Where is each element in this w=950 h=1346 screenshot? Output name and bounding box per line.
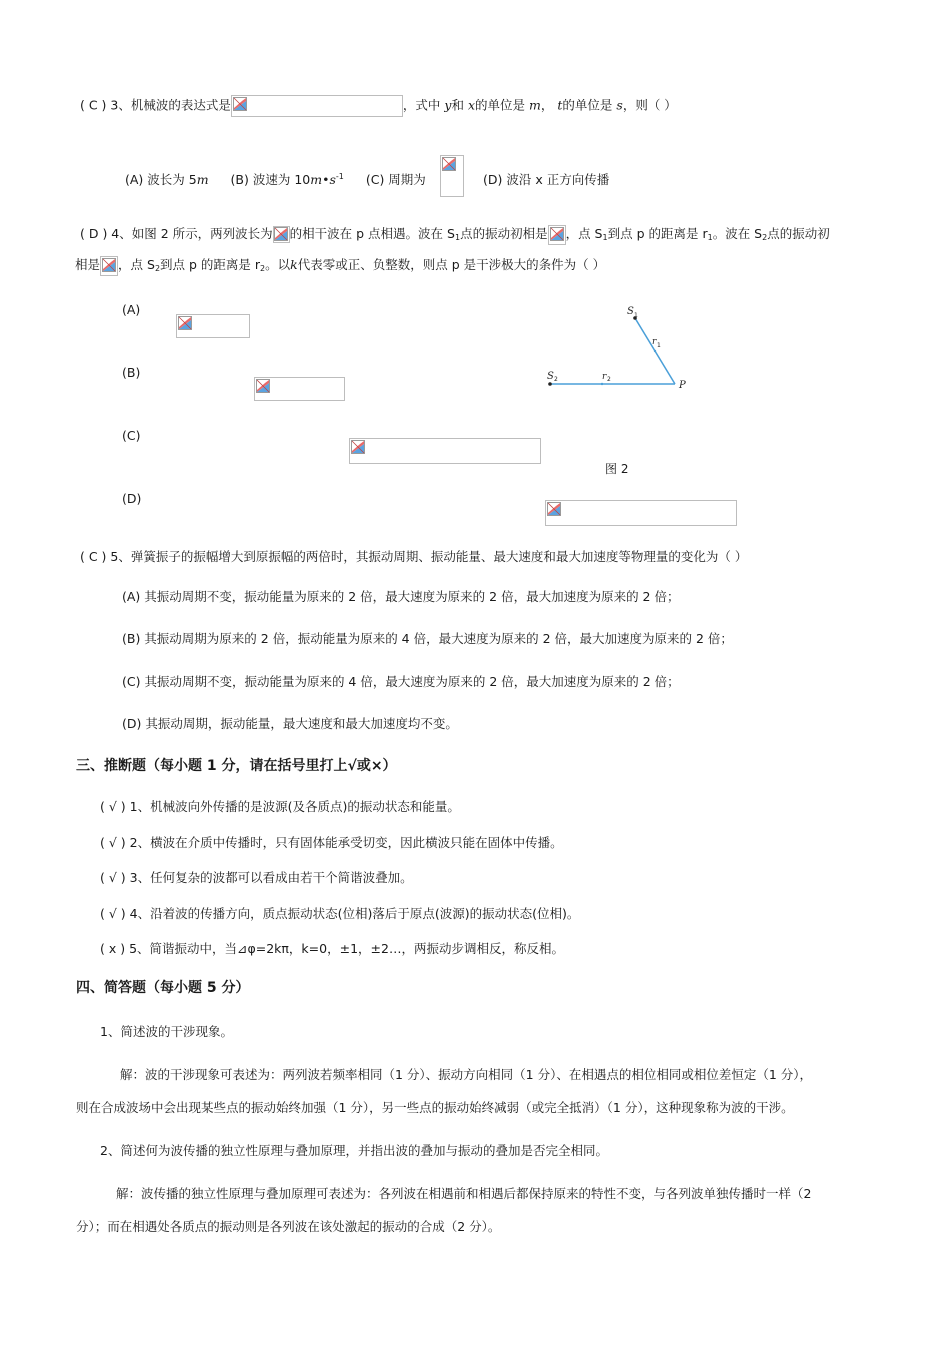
unit-m: m bbox=[529, 97, 541, 113]
option-a-label: (A) bbox=[122, 302, 141, 317]
var-y: y bbox=[444, 97, 452, 113]
option-b-formula-image bbox=[254, 377, 345, 401]
stem-text: 。波在 S bbox=[712, 226, 763, 241]
judgement-item-5: ( x ) 5、简谐振动中，当⊿φ=2kπ，k=0，±1，±2…，两振动步调相反，称反相。 bbox=[100, 941, 564, 956]
question-3-stem bbox=[80, 95, 677, 117]
broken-image-icon bbox=[233, 97, 247, 111]
option-c-formula-image bbox=[440, 155, 464, 197]
stem-text: 的单位是 bbox=[562, 97, 613, 113]
stem-text: 。以 bbox=[265, 257, 291, 272]
stem-text: 到点 p 的距离是 r bbox=[607, 226, 708, 241]
r2-midpoint bbox=[601, 383, 603, 385]
option-b: (B) 其振动周期为原来的 2 倍，振动能量为原来的 4 倍，最大速度为原来的 2 倍，最大加速度为原来的 2 倍； bbox=[122, 631, 733, 646]
subscript: 2 bbox=[154, 264, 161, 273]
figure-caption: 图 2 bbox=[605, 462, 629, 476]
option-d: (D) 波沿 x 正方向传播 bbox=[483, 172, 610, 187]
option-b-unit: m•s bbox=[310, 172, 336, 187]
answer-2-line-2: 分）；而在相遇处各质点的振动则是各列波在该处激起的振动的合成（2 分）。 bbox=[76, 1219, 501, 1234]
stem-text: 和 bbox=[451, 97, 464, 113]
stem-text: ，点 S bbox=[565, 226, 603, 241]
option-c-label: (C) bbox=[122, 428, 141, 443]
s2-point bbox=[548, 382, 552, 386]
option-c: (C) 周期为 bbox=[365, 172, 426, 187]
subscript: 1 bbox=[454, 233, 461, 242]
stem-text: 到点 p 的距离是 r bbox=[160, 257, 261, 272]
judgement-item-1: ( √ ) 1、机械波向外传播的是波源(及各质点)的振动状态和能量。 bbox=[100, 799, 460, 814]
short-question-2: 2、简述何为波传播的独立性原理与叠加原理，并指出波的叠加与振动的叠加是否完全相同。 bbox=[100, 1143, 608, 1158]
option-b: (B) 波速为 10 bbox=[230, 172, 311, 187]
option-a: (A) 波长为 5 bbox=[125, 172, 197, 187]
stem-text: ，点 S bbox=[118, 257, 155, 272]
var-x: x bbox=[467, 97, 475, 113]
section-4-title: 四、简答题（每小题 5 分） bbox=[76, 980, 250, 996]
s1-label: S bbox=[627, 306, 634, 317]
r1-label-sub: 1 bbox=[657, 342, 661, 349]
var-t: t bbox=[557, 97, 563, 113]
stem-text: 机械波的表达式是 bbox=[130, 97, 231, 113]
stem-text: ， bbox=[540, 97, 554, 113]
r2-label-sub: 2 bbox=[607, 376, 611, 383]
stem-text: 点的振动初相是 bbox=[460, 226, 548, 241]
stem-text: 的相干波在 p 点相遇。波在 S bbox=[289, 226, 455, 241]
subscript: 1 bbox=[707, 233, 713, 242]
question-3-options bbox=[125, 170, 426, 188]
p-label: P bbox=[679, 380, 686, 391]
stem-text: 相是 bbox=[75, 257, 101, 272]
broken-image-icon bbox=[550, 227, 564, 241]
s2-label-sub: 2 bbox=[554, 376, 558, 383]
answer-1-line-2: 则在合成波场中会出现某些点的振动始终加强（1 分），另一些点的振动始终减弱（或完全抵消）（1 分），这种现象称为波的干涉。 bbox=[76, 1100, 794, 1115]
lambda-image bbox=[273, 226, 290, 243]
question-number: ( D ) 4、 bbox=[80, 226, 132, 241]
question-4-stem-line1 bbox=[80, 224, 830, 245]
judgement-item-2: ( √ ) 2、横波在介质中传播时，只有固体能承受切变，因此横波只能在固体中传播。 bbox=[100, 835, 563, 850]
s1-label-sub: 1 bbox=[634, 312, 638, 319]
option-a-formula-image bbox=[176, 314, 250, 338]
broken-image-icon bbox=[547, 502, 561, 516]
broken-image-icon bbox=[351, 440, 365, 454]
judgement-item-4: ( √ ) 4、沿着波的传播方向，质点振动状态(位相)落后于原点(波源)的振动状态(位相)。 bbox=[100, 906, 580, 921]
option-a-unit: m bbox=[196, 172, 209, 187]
option-c-formula-image bbox=[349, 438, 541, 464]
stem-text: 的单位是 bbox=[475, 97, 526, 113]
stem-text: 点的振动初 bbox=[767, 226, 830, 241]
answer-1-line-1: 解：波的干涉现象可表述为：两列波若频率相同（1 分）、振动方向相同（1 分）、在相遇点的相位相同或相位差恒定（1 分）， bbox=[120, 1067, 813, 1082]
option-d-formula-image bbox=[545, 500, 737, 526]
question-4-stem-line2 bbox=[75, 255, 605, 276]
s2-label: S bbox=[547, 371, 554, 382]
section-3-title: 三、推断题（每小题 1 分，请在括号里打上√或×） bbox=[76, 758, 397, 774]
unit-s: s bbox=[616, 97, 623, 113]
stem-text: ，则（ ） bbox=[622, 97, 677, 113]
question-5-stem: ( C ) 5、弹簧振子的振幅增大到原振幅的两倍时，其振动周期、振动能量、最大速度和最大加速度等物理量的变化为（ ） bbox=[80, 549, 748, 564]
var-k: k bbox=[290, 257, 298, 272]
figure-2 bbox=[540, 300, 700, 400]
option-b-exponent: -1 bbox=[335, 172, 344, 181]
r2-label: r bbox=[602, 372, 607, 382]
subscript: 2 bbox=[762, 233, 768, 242]
option-d-label: (D) bbox=[122, 491, 142, 506]
short-question-1: 1、简述波的干涉现象。 bbox=[100, 1024, 233, 1039]
broken-image-icon bbox=[102, 258, 116, 272]
formula-image bbox=[231, 95, 403, 117]
subscript: 1 bbox=[602, 233, 608, 242]
broken-image-icon bbox=[178, 316, 192, 330]
stem-text: 代表零或正、负整数，则点 p 是干涉极大的条件为（ ） bbox=[297, 257, 606, 272]
stem-text: ，式中 bbox=[402, 97, 441, 113]
answer-2-line-1: 解：波传播的独立性原理与叠加原理可表述为：各列波在相遇前和相遇后都保持原来的特性不变，与各列波单独传播时一样（2 bbox=[116, 1186, 812, 1201]
phase1-image bbox=[548, 225, 566, 245]
judgement-item-3: ( √ ) 3、任何复杂的波都可以看成由若干个简谐波叠加。 bbox=[100, 870, 413, 885]
phase2-image bbox=[100, 256, 118, 276]
option-b-label: (B) bbox=[122, 365, 141, 380]
r1-midpoint bbox=[654, 350, 656, 352]
broken-image-icon bbox=[442, 157, 456, 171]
option-c: (C) 其振动周期不变，振动能量为原来的 4 倍，最大速度为原来的 2 倍，最大加速度为原来的 2 倍； bbox=[122, 674, 680, 689]
stem-text: 如图 2 所示，两列波长为 bbox=[131, 226, 273, 241]
broken-image-icon bbox=[274, 227, 288, 241]
subscript: 2 bbox=[260, 264, 266, 273]
option-d: (D) 其振动周期，振动能量，最大速度和最大加速度均不变。 bbox=[122, 716, 458, 731]
question-number: ( C ) 3、 bbox=[80, 97, 131, 113]
broken-image-icon bbox=[256, 379, 270, 393]
r1-label: r bbox=[652, 337, 657, 347]
option-a: (A) 其振动周期不变，振动能量为原来的 2 倍，最大速度为原来的 2 倍，最大加速度为原来的 2 倍； bbox=[122, 589, 680, 604]
